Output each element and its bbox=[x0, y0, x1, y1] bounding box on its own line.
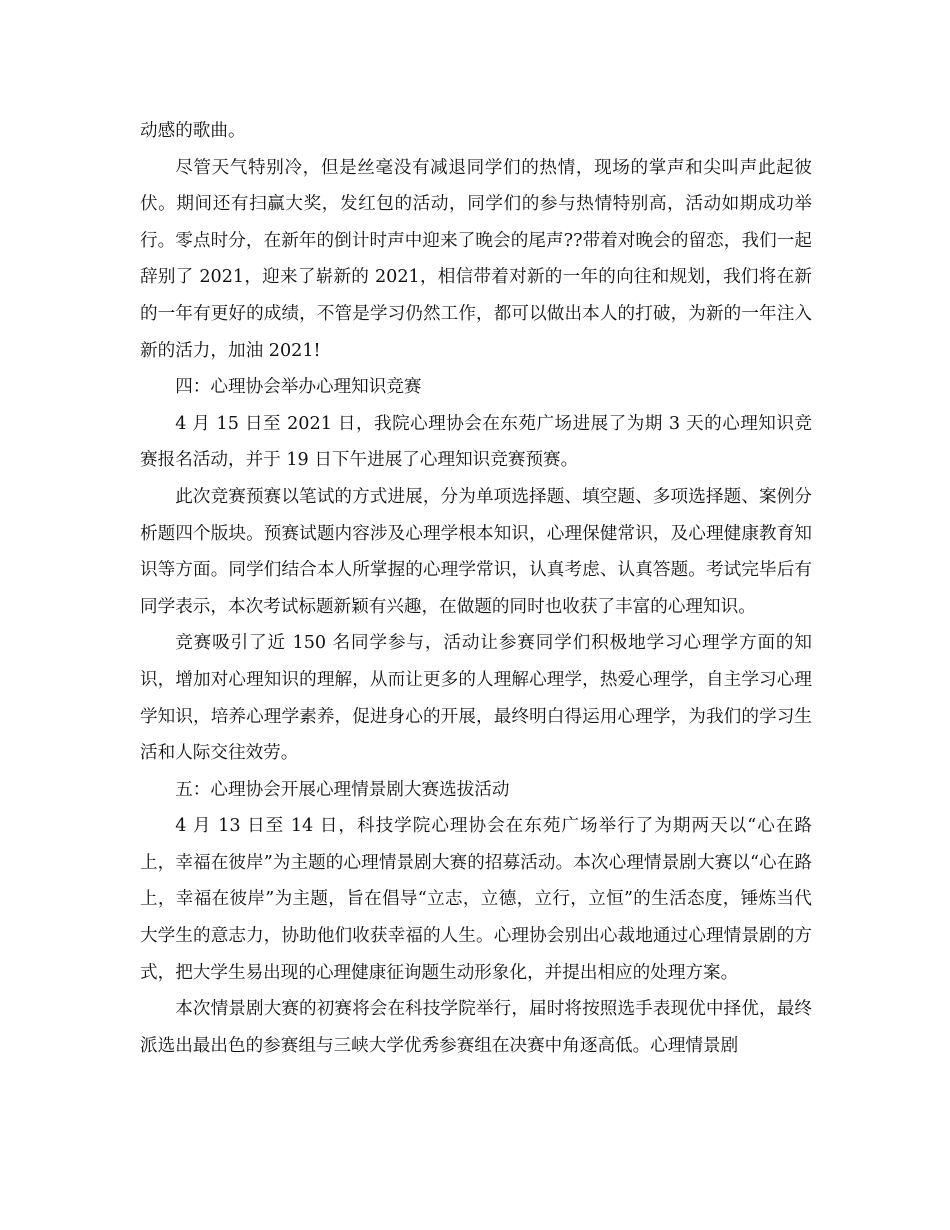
paragraph-quiz-participation: 竞赛吸引了近 150 名同学参与，活动让参赛同学们积极地学习心理学方面的知识，增加对心理知识的理解，从而让更多的人理解心理学，热爱心理学，自主学习心理学知识，培养心理学素养，促进身心的开展，最终明白得运用心理学，为我们的学习生活和人际交往效劳。 bbox=[140, 633, 812, 764]
paragraph-drama-preliminary: 本次情景剧大赛的初赛将会在科技学院举行，届时将按照选手表现优中择优，最终派选出最出色的参赛组与三峡大学优秀参赛组在决赛中角逐高低。心理情景剧 bbox=[140, 999, 812, 1056]
paragraph-quiz-format: 此次竞赛预赛以笔试的方式进展，分为单项选择题、填空题、多项选择题、案例分析题四个版块。预赛试题内容涉及心理学根本知识，心理保健常识，及心理健康教育知识等方面。同学们结合本人所掌握的心理学常识，认真考虑、认真答题。考试完毕后有同学表示，本次考试标题新颖有兴趣，在做题的同时也收获了丰富的心理知识。 bbox=[140, 486, 812, 617]
paragraph-new-year-gala: 尽管天气特别冷，但是丝毫没有减退同学们的热情，现场的掌声和尖叫声此起彼伏。期间还有扫赢大奖，发红包的活动，同学们的参与热情特别高，活动如期成功举行。零点时分，在新年的倒计时声中迎来了晚会的尾声??带着对晚会的留恋，我们一起辞别了 2021，迎来了崭新的 2021，相信带着对新的一年的向往和规划，我们将在新的一年有更好的成绩，不管是学习仍然工作，都可以做出本人的打破，为新的一年注入新的活力，加油 2021! bbox=[140, 157, 812, 361]
paragraph-drama-recruitment: 4 月 13 日至 14 日，科技学院心理协会在东苑广场举行了为期两天以“心在路上，幸福在彼岸”为主题的心理情景剧大赛的招募活动。本次心理情景剧大赛以“心在路上，幸福在彼岸”为主题，旨在倡导“立志，立德，立行，立恒”的生活态度，锤炼当代大学生的意志力，协助他们收获幸福的人生。心理协会别出心裁地通过心理情景剧的方式，把大学生易出现的心理健康征询题生动形象化，并提出相应的处理方案。 bbox=[140, 816, 812, 983]
paragraph-continuation: 动感的歌曲。 bbox=[140, 121, 246, 141]
section-heading-4: 四：心理协会举办心理知识竞赛 bbox=[175, 377, 422, 398]
paragraph-quiz-registration: 4 月 15 日至 2021 日，我院心理协会在东苑广场进展了为期 3 天的心理知识竞赛报名活动，并于 19 日下午进展了心理知识竞赛预赛。 bbox=[140, 413, 812, 471]
section-heading-5: 五：心理协会开展心理情景剧大赛选拔活动 bbox=[175, 779, 510, 800]
document-page bbox=[140, 113, 812, 1064]
